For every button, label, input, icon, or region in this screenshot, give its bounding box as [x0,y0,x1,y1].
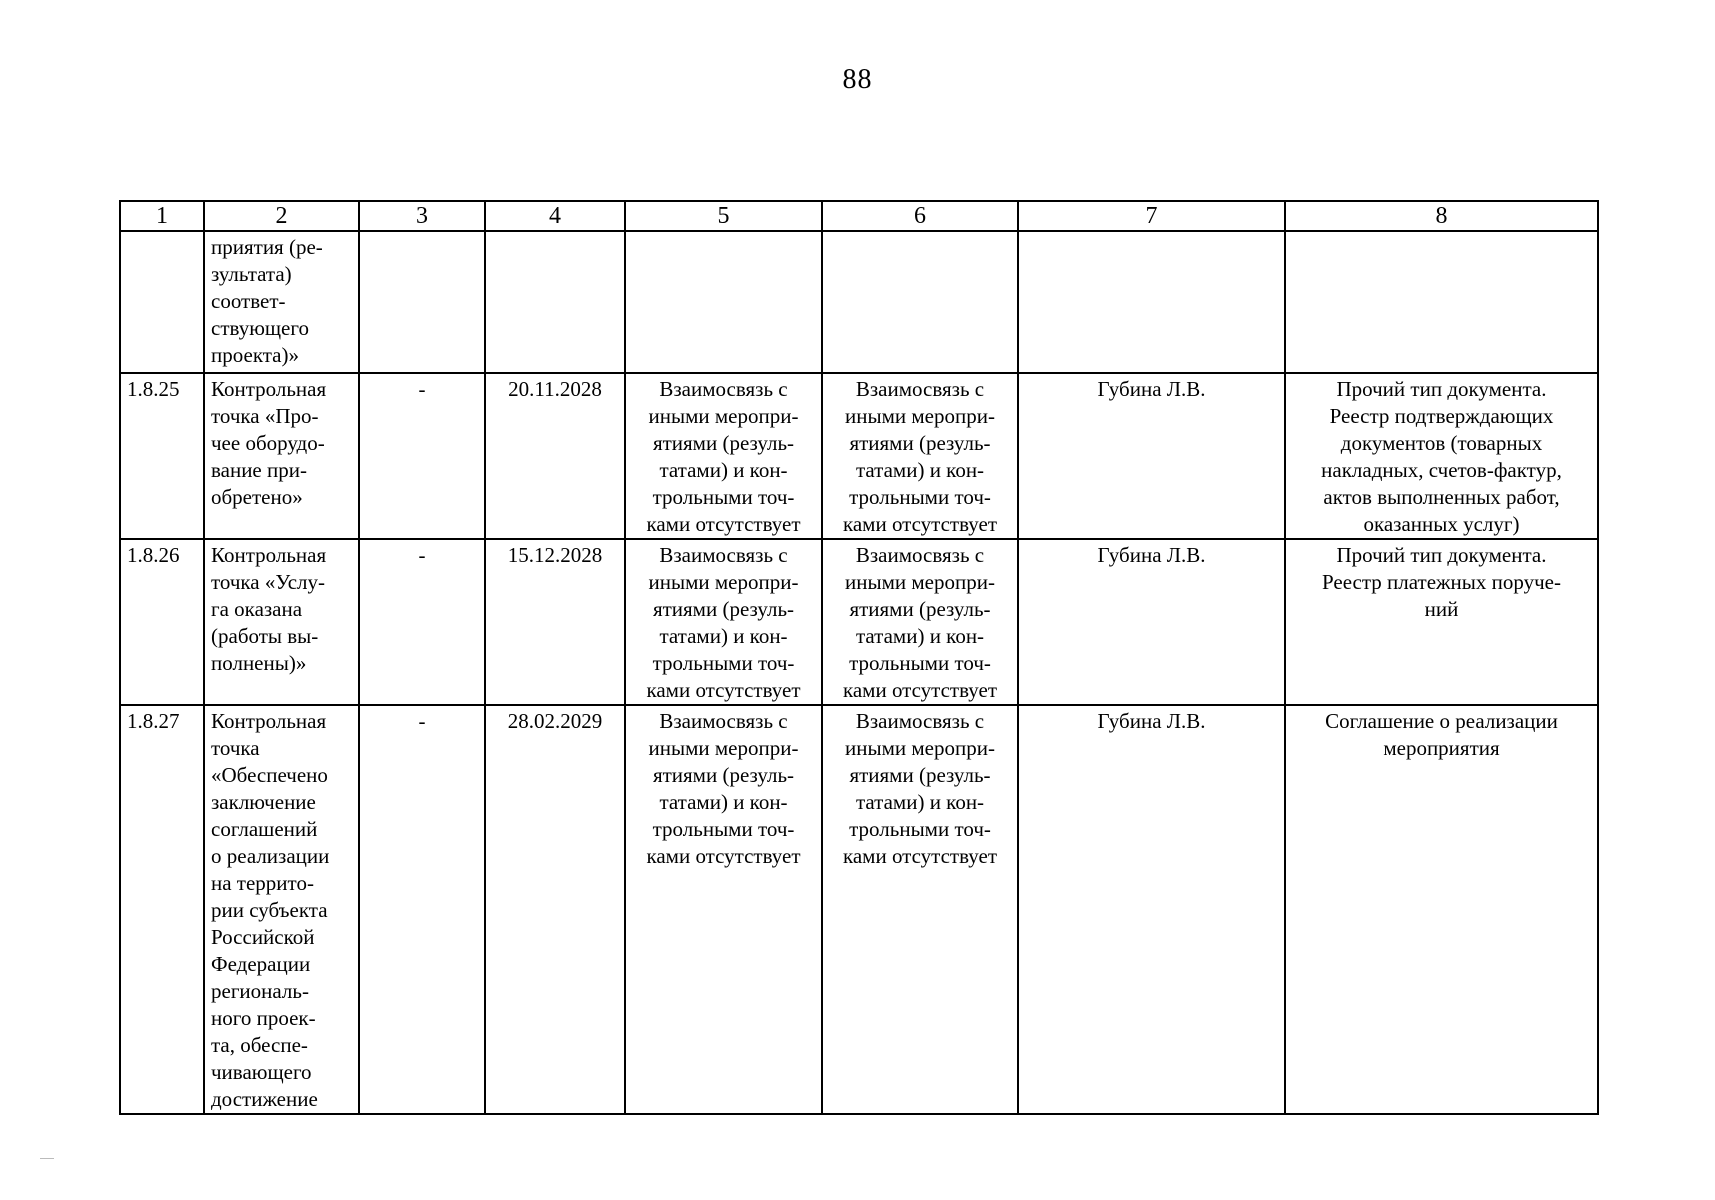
cell-col3: - [359,705,485,1114]
document-type [1285,231,1598,373]
relation-cell: Взаимосвязь с иными меропри- ятиями (резуль- татами) и кон- трольными точ- ками отсутствует [822,705,1018,1114]
column-header-3: 3 [359,201,485,231]
document-type: Прочий тип документа. Реестр подтверждающих документов (товарных накладных, счетов-фактур, актов выполненных работ, оказанных услуг) [1285,373,1598,539]
document-type: Соглашение о реализации мероприятия [1285,705,1598,1114]
checkpoint-name: приятия (ре- зультата) соответ- ствующего проекта)» [204,231,359,373]
row-number [120,231,204,373]
checkpoint-name: Контрольная точка «Услу- га оказана (работы вы- полнены)» [204,539,359,705]
cell-col3 [359,231,485,373]
row-number: 1.8.26 [120,539,204,705]
cell-col3: - [359,539,485,705]
relation-cell: Взаимосвязь с иными меропри- ятиями (резуль- татами) и кон- трольными точ- ками отсутствует [625,539,822,705]
responsible-person [1018,231,1285,373]
header-row [120,201,1598,231]
page-number: 88 [842,64,873,95]
checkpoint-name: Контрольная точка «Про- чее оборудо- вание при- обретено» [204,373,359,539]
row-number: 1.8.25 [120,373,204,539]
relation-cell: Взаимосвязь с иными меропри- ятиями (резуль- татами) и кон- трольными точ- ками отсутствует [625,373,822,539]
column-header-7: 7 [1018,201,1285,231]
column-header-8: 8 [1285,201,1598,231]
relation-cell: Взаимосвязь с иными меропри- ятиями (резуль- татами) и кон- трольными точ- ками отсутствует [822,373,1018,539]
due-date: 15.12.2028 [485,539,625,705]
document-table [119,200,1599,1115]
row-number: 1.8.27 [120,705,204,1114]
column-header-1: 1 [120,201,204,231]
relation-cell: Взаимосвязь с иными меропри- ятиями (резуль- татами) и кон- трольными точ- ками отсутствует [822,539,1018,705]
column-header-6: 6 [822,201,1018,231]
table-row [120,373,1598,539]
relation-cell [625,231,822,373]
table-row [120,705,1598,1114]
checkpoint-name: Контрольная точка «Обеспечено заключение соглашений о реализации на террито- рии субъекта Российской Федерации региональ- ного проек- та, обеспе- чивающего достижение [204,705,359,1114]
responsible-person: Губина Л.В. [1018,539,1285,705]
relation-cell [822,231,1018,373]
cell-col3: - [359,373,485,539]
column-header-5: 5 [625,201,822,231]
due-date: 20.11.2028 [485,373,625,539]
column-header-4: 4 [485,201,625,231]
due-date: 28.02.2029 [485,705,625,1114]
table-row [120,231,1598,373]
relation-cell: Взаимосвязь с иными меропри- ятиями (резуль- татами) и кон- трольными точ- ками отсутствует [625,705,822,1114]
due-date [485,231,625,373]
table-row [120,539,1598,705]
document-type: Прочий тип документа. Реестр платежных поруче- ний [1285,539,1598,705]
responsible-person: Губина Л.В. [1018,705,1285,1114]
responsible-person: Губина Л.В. [1018,373,1285,539]
column-header-2: 2 [204,201,359,231]
scan-mark [40,1158,54,1159]
